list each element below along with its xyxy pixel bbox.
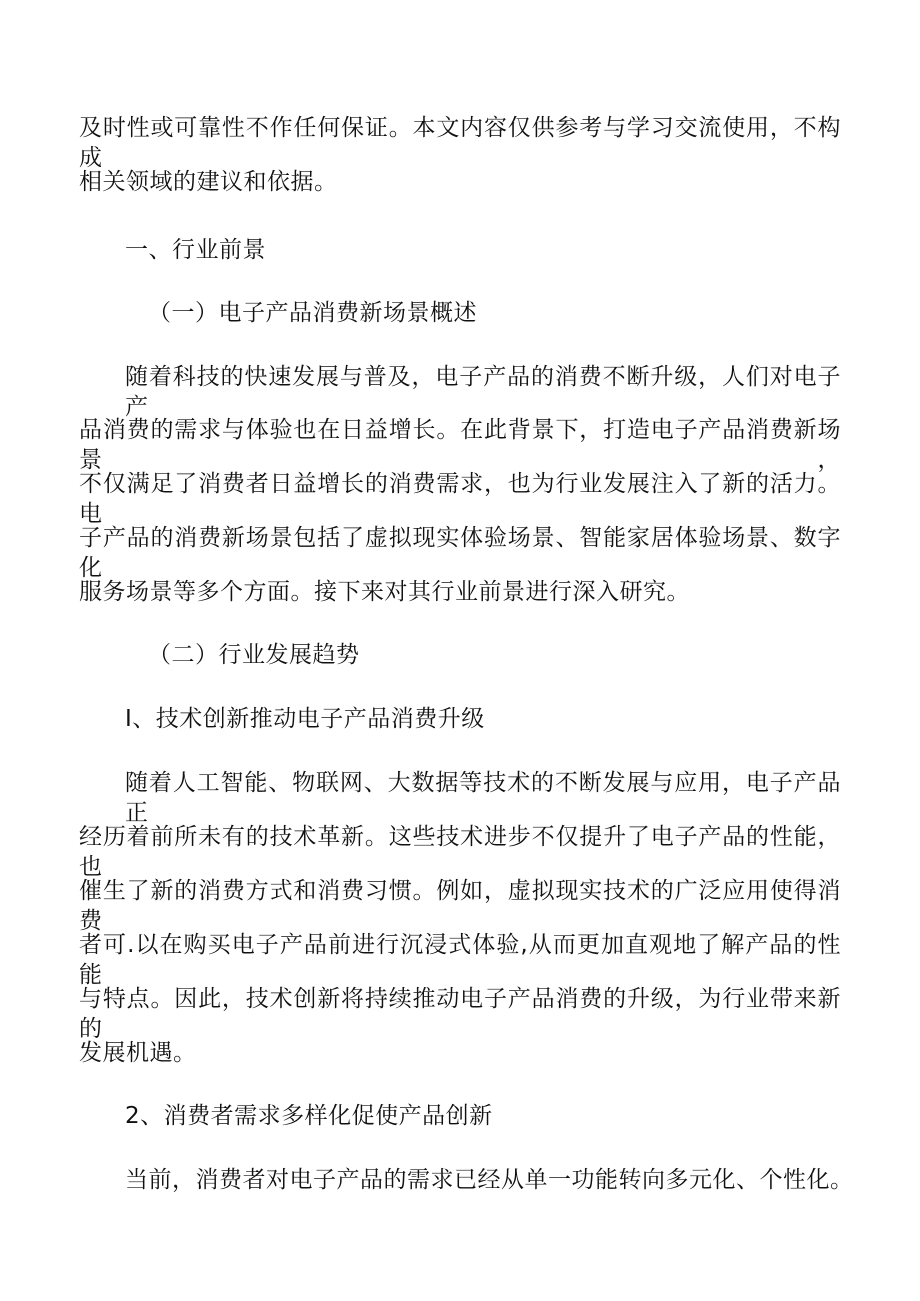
paragraph-line: 经历着前所未有的技术革新。这些技术进步不仅提升了电子产品的性能，也 <box>79 824 841 880</box>
paragraph-line: 随着科技的快速发展与普及，电子产品的消费不断升级，人们对电子产 <box>125 364 841 420</box>
intro-line-2: 相关领域的建议和依据。 <box>79 169 338 195</box>
paragraph-line: 者可.以在购买电子产品前进行沉浸式体验,从而更加直观地了解产品的性能 <box>79 932 841 988</box>
paragraph-line: 当前，消费者对电子产品的需求已经从单一功能转向多元化、个性化。 <box>125 1167 854 1193</box>
paragraph-line: 发展机遇。 <box>79 1040 197 1066</box>
paragraph-line: 子产品的消费新场景包括了虚拟现实体验场景、智能家居体验场景、数字化 <box>79 525 841 581</box>
paragraph-line: 不仅满足了消费者日益增长的消费需求，也为行业发展注入了新的活力。电 <box>79 471 841 527</box>
subsection-heading-trends: （二）行业发展趋势 <box>148 642 360 668</box>
item-heading-tech-innovation: I、技术创新推动电子产品消费升级 <box>125 706 485 732</box>
paragraph-line: 服务场景等多个方面。接下来对其行业前景进行深入研究。 <box>79 579 690 605</box>
intro-line-1: 及时性或可靠性不作任何保证。本文内容仅供参考与学习交流使用，不构成 <box>79 115 841 171</box>
item-heading-demand-diversification: 2、消费者需求多样化促使产品创新 <box>125 1103 493 1129</box>
paragraph-line: 催生了新的消费方式和消费习惯。例如，虚拟现实技术的广泛应用使得消费 <box>79 878 841 934</box>
section-heading-industry-outlook: 一、行业前景 <box>125 237 266 263</box>
paragraph-line: 与特点。因此，技术创新将持续推动电子产品消费的升级，为行业带来新的 <box>79 986 841 1042</box>
paragraph-line: 随着人工智能、物联网、大数据等技术的不断发展与应用，电子产品正 <box>125 770 841 826</box>
paragraph-line: 品消费的需求与体验也在日益增长。在此背景下，打造电子产品消费新场景， <box>79 417 841 473</box>
subsection-heading-new-scenarios: （一）电子产品消费新场景概述 <box>148 300 477 326</box>
